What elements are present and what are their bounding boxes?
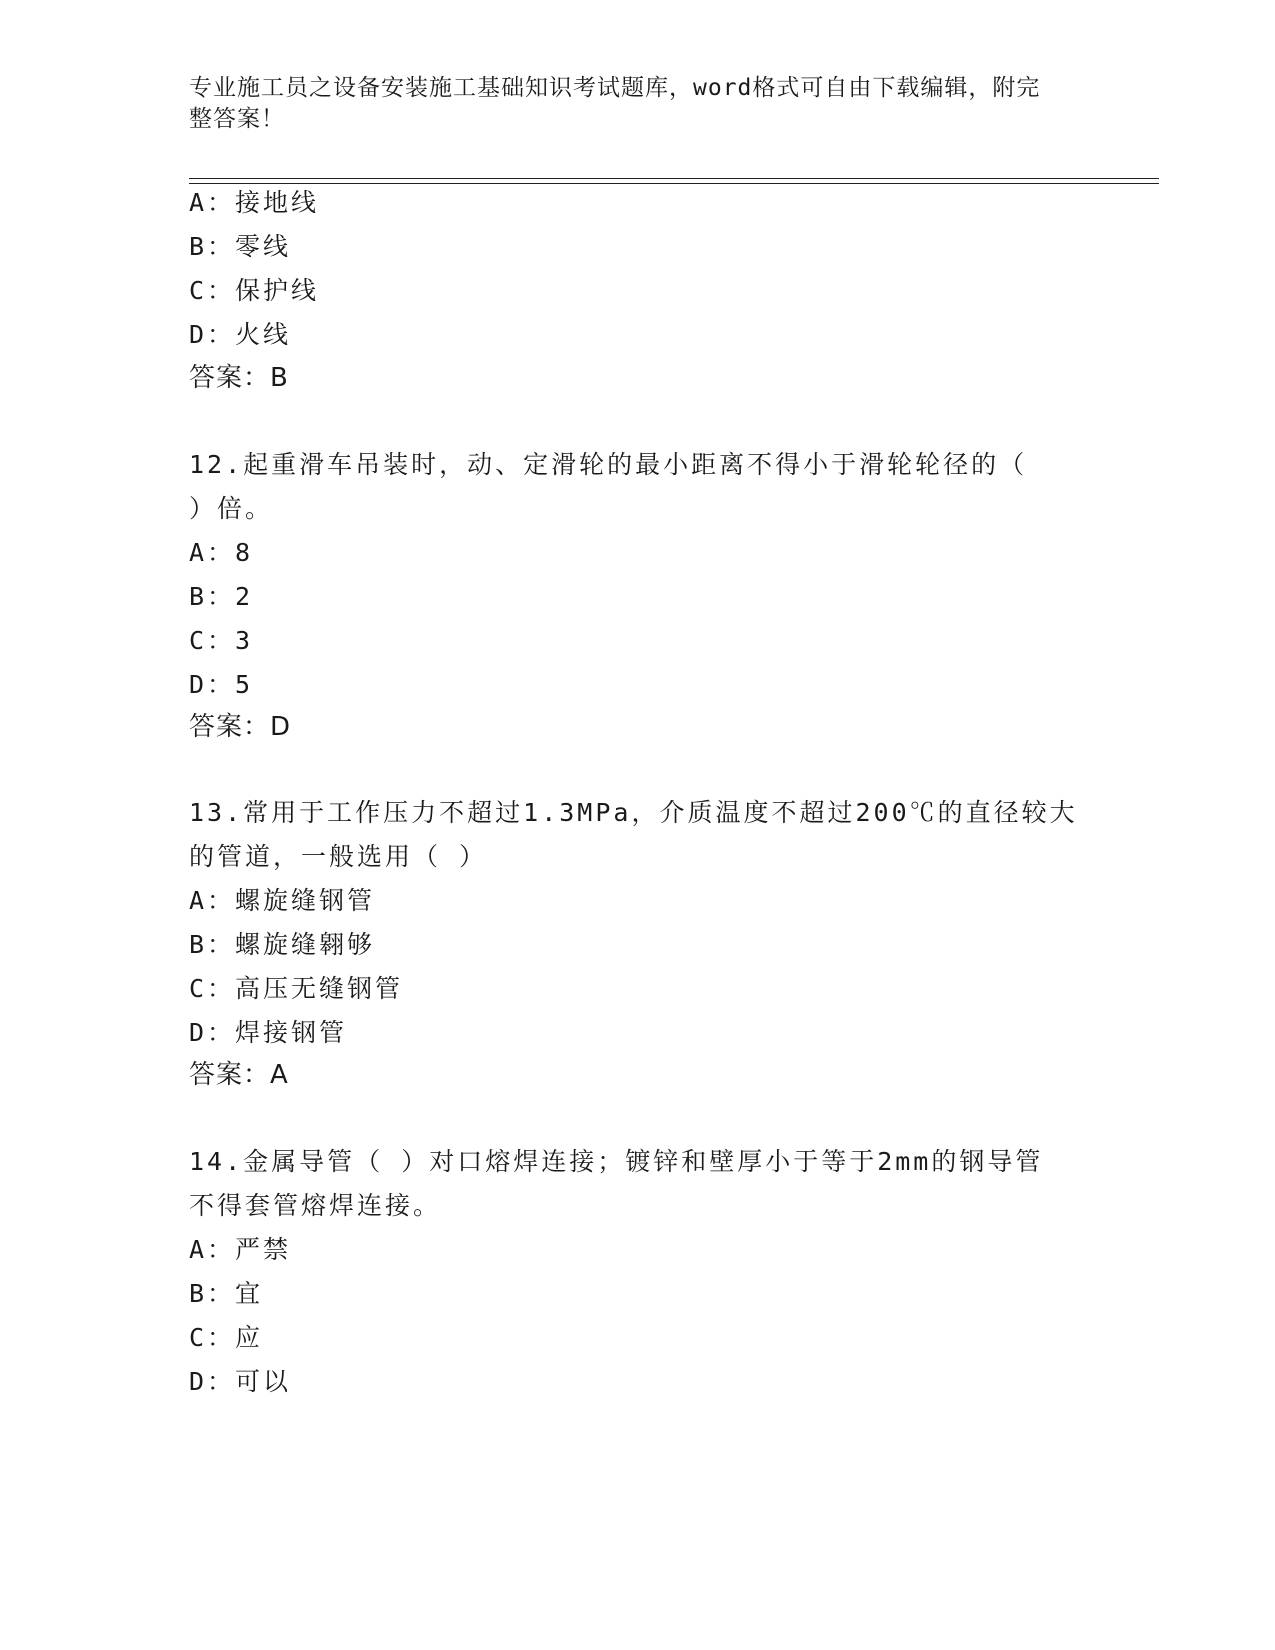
document-header [189, 73, 1089, 135]
q13-option-c: C：高压无缝钢管 [189, 974, 404, 1003]
q14-option-c: C：应 [189, 1323, 264, 1352]
q12-option-c: C：3 [189, 626, 254, 655]
header-line-2: 整答案！ [189, 106, 285, 132]
q14-option-a: A：严禁 [189, 1235, 292, 1264]
q12-option-d: D：5 [189, 670, 254, 699]
q11-answer: 答案：B [189, 363, 289, 393]
q12-answer: 答案：D [189, 712, 292, 742]
q13-option-b: B：螺旋缝翱够 [189, 930, 376, 959]
header-divider-bottom [189, 183, 1159, 184]
q13-text-line-1: 13.常用于工作压力不超过1.3MPa，介质温度不超过200℃的直径较大 [189, 798, 1078, 827]
q13-answer: 答案：A [189, 1060, 289, 1090]
q14-text-line-1: 14.金属导管（ ）对口熔焊连接；镀锌和壁厚小于等于2mm的钢导管 [189, 1147, 1044, 1176]
q11-option-a: A：接地线 [189, 188, 320, 217]
q11-option-b: B：零线 [189, 232, 292, 261]
q14-option-b: B：宜 [189, 1279, 264, 1308]
header-divider-top [189, 178, 1159, 179]
q11-option-c: C：保护线 [189, 276, 320, 305]
q12-text-line-2: ）倍。 [189, 494, 274, 523]
q12-text-line-1: 12.起重滑车吊装时，动、定滑轮的最小距离不得小于滑轮轮径的（ [189, 450, 1028, 479]
q13-text-line-2: 的管道，一般选用（ ） [189, 842, 488, 871]
header-line-1: 专业施工员之设备安装施工基础知识考试题库，word格式可自由下载编辑，附完 [189, 75, 1041, 101]
q13-option-a: A：螺旋缝钢管 [189, 886, 376, 915]
q11-option-d: D：火线 [189, 320, 292, 349]
q12-option-a: A：8 [189, 538, 254, 567]
q14-option-d: D：可以 [189, 1367, 292, 1396]
q13-option-d: D：焊接钢管 [189, 1018, 348, 1047]
q12-option-b: B：2 [189, 582, 254, 611]
q14-text-line-2: 不得套管熔焊连接。 [189, 1191, 442, 1220]
